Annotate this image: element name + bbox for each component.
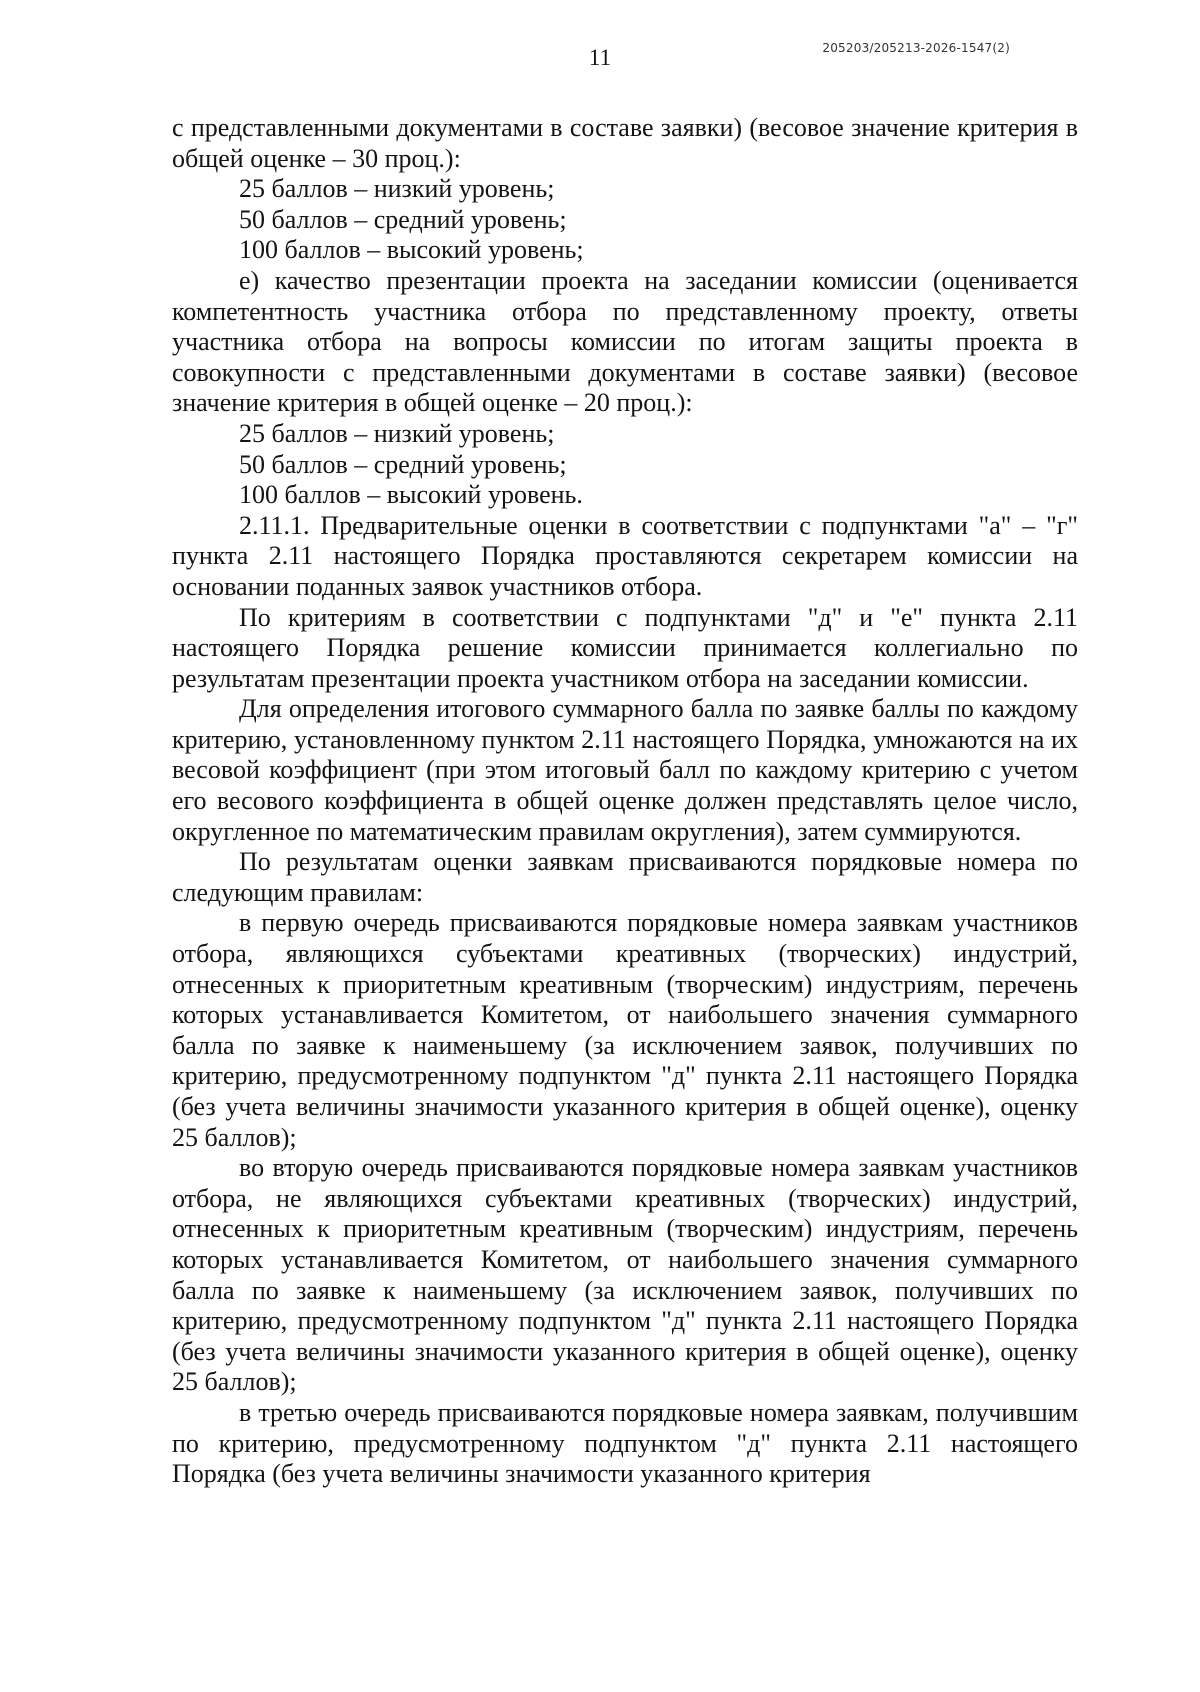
paragraph: 2.11.1. Предварительные оценки в соответствии с подпунктами "а" – "г" пункта 2.11 настоящего Порядка проставляются секретарем комиссии на основании поданных заявок участников отбора. bbox=[172, 510, 1078, 601]
paragraph: в третью очередь присваиваются порядковые номера заявкам, получившим по критерию, предусмотренному подпунктом "д" пункта 2.11 настоящего Порядка (без учета величины значимости указанного критерия bbox=[172, 1397, 1078, 1489]
paragraph: е) качество презентации проекта на заседании комиссии (оценивается компетентность участника отбора по представленному проекту, ответы участника отбора на вопросы комиссии по итогам защиты проекта в совокупности с представленными документами в составе заявки) (весовое значение критерия в общей оценке – 20 проц.): bbox=[172, 265, 1078, 418]
paragraph: По результатам оценки заявкам присваиваются порядковые номера по следующим правилам: bbox=[172, 847, 1078, 907]
paragraph: 25 баллов – низкий уровень; bbox=[239, 418, 555, 448]
paragraph: 25 баллов – низкий уровень; bbox=[239, 174, 555, 204]
paragraph: 100 баллов – высокий уровень; bbox=[239, 235, 584, 265]
document-body bbox=[172, 113, 1078, 1490]
paragraph: По критериям в соответствии с подпунктами "д" и "е" пункта 2.11 настоящего Порядка решение комиссии принимается коллегиально по результатам презентации проекта участником отбора на заседании комиссии. bbox=[172, 602, 1078, 693]
paragraph: Для определения итогового суммарного балла по заявке баллы по каждому критерию, установленному пунктом 2.11 настоящего Порядка, умножаются на их весовой коэффициент (при этом итоговый балл по каждому критерию с учетом его весового коэффициента в общей оценке должен представлять целое число, округленное по математическим правилам округления), затем суммируются. bbox=[172, 694, 1078, 846]
paragraph: с представленными документами в составе заявки) (весовое значение критерия в общей оценке – 30 проц.): bbox=[172, 113, 1078, 173]
paragraph: в первую очередь присваиваются порядковые номера заявкам участников отбора, являющихся субъектами креативных (творческих) индустрий, отнесенных к приоритетным креативным (творческим) индустриям, перечень которых устанавливается Комитетом, от наибольшего значения суммарного балла по заявке к наименьшему (за исключением заявок, получивших по критерию, предусмотренному подпунктом "д" пункта 2.11 настоящего Порядка (без учета величины значимости указанного критерия в общей оценке), оценку 25 баллов); bbox=[172, 908, 1078, 1152]
page-number: 11 bbox=[588, 45, 612, 70]
document-id: 205203/205213-2026-1547(2) bbox=[822, 41, 1010, 55]
paragraph: во вторую очередь присваиваются порядковые номера заявкам участников отбора, не являющихся субъектами креативных (творческих) индустрий, отнесенных к приоритетным креативным (творческим) индустриям, перечень которых устанавливается Комитетом, от наибольшего значения суммарного балла по заявке к наименьшему (за исключением заявок, получивших по критерию, предусмотренному подпунктом "д" пункта 2.11 настоящего Порядка (без учета величины значимости указанного критерия в общей оценке), оценку 25 баллов); bbox=[172, 1153, 1078, 1397]
paragraph: 100 баллов – высокий уровень. bbox=[239, 480, 583, 510]
paragraph: 50 баллов – средний уровень; bbox=[239, 449, 567, 479]
paragraph: 50 баллов – средний уровень; bbox=[239, 204, 567, 234]
